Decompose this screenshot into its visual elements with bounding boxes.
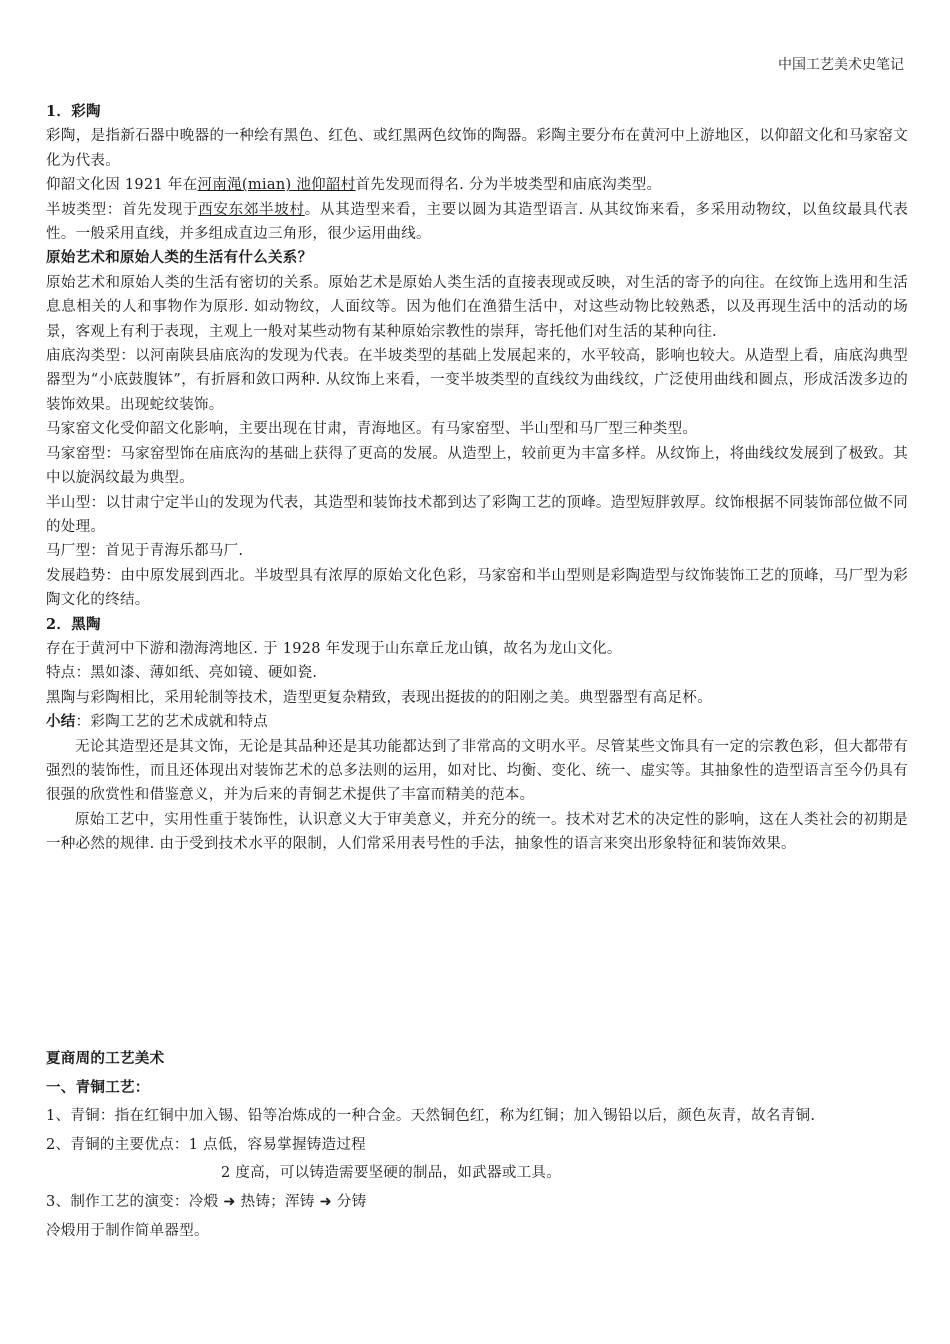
list-item: 冷煅用于制作简单器型。 bbox=[46, 1222, 209, 1239]
paragraph: 无论其造型还是其文饰，无论是其品种还是其功能都达到了非常高的文明水平。尽管某些文饰具有一定的宗教色彩，但大都带有强烈的装饰性，而且还体现出对装饰艺术的总多法则的运用，如对比、均衡、变化、统一、虚实等。其抽象性的造型语言至今仍具有很强的欣赏性和借鉴意义，并为后来的青铜艺术提供了丰富而精美的范本。 bbox=[46, 738, 908, 804]
heading-black-pottery: 2．黑陶 bbox=[46, 615, 101, 633]
question-heading: 原始艺术和原始人类的生活有什么关系？ bbox=[46, 249, 313, 267]
page-header: 中国工艺美术史笔记 bbox=[778, 57, 904, 73]
paragraph: 彩陶，是指新石器中晚器的一种绘有黑色、红色、或红黑两色纹饰的陶器。彩陶主要分布在黄河中上游地区，以仰韶文化和马家窑文化为代表。 bbox=[46, 128, 908, 169]
underlined-location: 河南渑(mian) 池仰韶村 bbox=[197, 177, 356, 194]
list-item: 1、青铜：指在红铜中加入锡、铅等冶炼成的一种合金。天然铜色红，称为红铜；加入锡铅以后，颜色灰青，故名青铜. bbox=[46, 1108, 816, 1125]
heading-xia-shang-zhou: 夏商周的工艺美术 bbox=[46, 1050, 165, 1067]
underlined-location: 西安东郊半坡村 bbox=[198, 201, 305, 218]
section-xia-shang-zhou bbox=[46, 1047, 908, 1243]
list-item: 2 度高，可以铸造需要坚硬的制品，如武器或工具。 bbox=[221, 1165, 562, 1182]
summary-line: 小结：彩陶工艺的艺术成就和特点 bbox=[46, 713, 269, 731]
paragraph: 原始艺术和原始人类的生活有密切的关系。原始艺术是原始人类生活的直接表现或反映，对生活的寄予的向往。在纹饰上选用和生活息息相关的人和事物作为原形. 如动物纹，人面纹等。因为他们在渔猎生活中，对这些动物比较熟悉，以及再现生活中的活动的场景，客观上有利于表现，主观上一般对某些动物有某种原始宗教性的崇拜，寄托他们对生活的某种向往. bbox=[46, 274, 908, 340]
paragraph: 马家窑型：马家窑型饰在庙底沟的基础上获得了更高的发展。从造型上，较前更为丰富多样。从纹饰上，将曲线纹发展到了极致。其中以旋涡纹最为典型。 bbox=[46, 445, 908, 487]
paragraph-banpo: 半坡类型：首先发现于西安东郊半坡村。从其造型来看，主要以圆为其造型语言. 从其纹饰来看，多采用动物纹，以鱼纹最具代表性。一般采用直线，并多组成直边三角形，很少运用曲线。 bbox=[46, 201, 909, 243]
paragraph: 半山型：以甘肃宁定半山的发现为代表，其造型和装饰技术都到达了彩陶工艺的顶峰。造型短胖敦厚。纹饰根据不同装饰部位做不同的处理。 bbox=[46, 494, 908, 535]
paragraph: 马家窑文化受仰韶文化影响，主要出现在甘肃，青海地区。有马家窑型、半山型和马厂型三种类型。 bbox=[46, 421, 698, 438]
paragraph: 特点：黑如漆、薄如纸、亮如镜、硬如瓷. bbox=[46, 665, 318, 682]
paragraph: 黑陶与彩陶相比，采用轮制等技术，造型更复杂精致，表现出挺拔的的阳刚之美。典型器型有高足杯。 bbox=[46, 689, 712, 706]
heading-painted-pottery: 1．彩陶 bbox=[46, 103, 101, 120]
paragraph: 庙底沟类型：以河南陕县庙底沟的发现为代表。在半坡类型的基础上发展起来的，水平较高，影响也较大。从造型上看，庙底沟典型器型为“小底鼓腹钵”，有折唇和敛口两种. 从纹饰上来看，一变半坡类型的直线纹为曲线纹，广泛使用曲线和圆点，形成活泼多边的装饰效果。出现蛇纹装饰。 bbox=[46, 348, 908, 413]
subheading-bronze: 一、青铜工艺： bbox=[46, 1078, 150, 1096]
list-item: 3、制作工艺的演变：冷煅 ➜ 热铸；浑铸 ➜ 分铸 bbox=[46, 1193, 367, 1210]
summary-label: 小结 bbox=[46, 713, 76, 731]
paragraph-yangshao: 仰韶文化因 1921 年在河南渑(mian) 池仰韶村首先发现而得名. 分为半坡类型和庙底沟类型。 bbox=[46, 177, 662, 194]
paragraph: 发展趋势：由中原发展到西北。半坡型具有浓厚的原始文化色彩，马家窑和半山型则是彩陶造型与纹饰装饰工艺的顶峰，马厂型为彩陶文化的终结。 bbox=[46, 567, 908, 609]
paragraph: 原始工艺中，实用性重于装饰性，认识意义大于审美意义，并充分的统一。技术对艺术的决定性的影响，这在人类社会的初期是一种必然的规律. 由于受到技术水平的限制，人们常采用表号性的手法，抽象性的语言来突出形象特征和装饰效果。 bbox=[46, 811, 908, 853]
paragraph: 马厂型：首见于青海乐都马厂. bbox=[46, 543, 244, 560]
paragraph: 存在于黄河中下游和渤海湾地区. 于 1928 年发现于山东章丘龙山镇，故名为龙山文化。 bbox=[46, 640, 622, 657]
section-painted-pottery bbox=[46, 100, 908, 857]
list-item: 2、青铜的主要优点：1 点低，容易掌握铸造过程 bbox=[46, 1136, 366, 1153]
